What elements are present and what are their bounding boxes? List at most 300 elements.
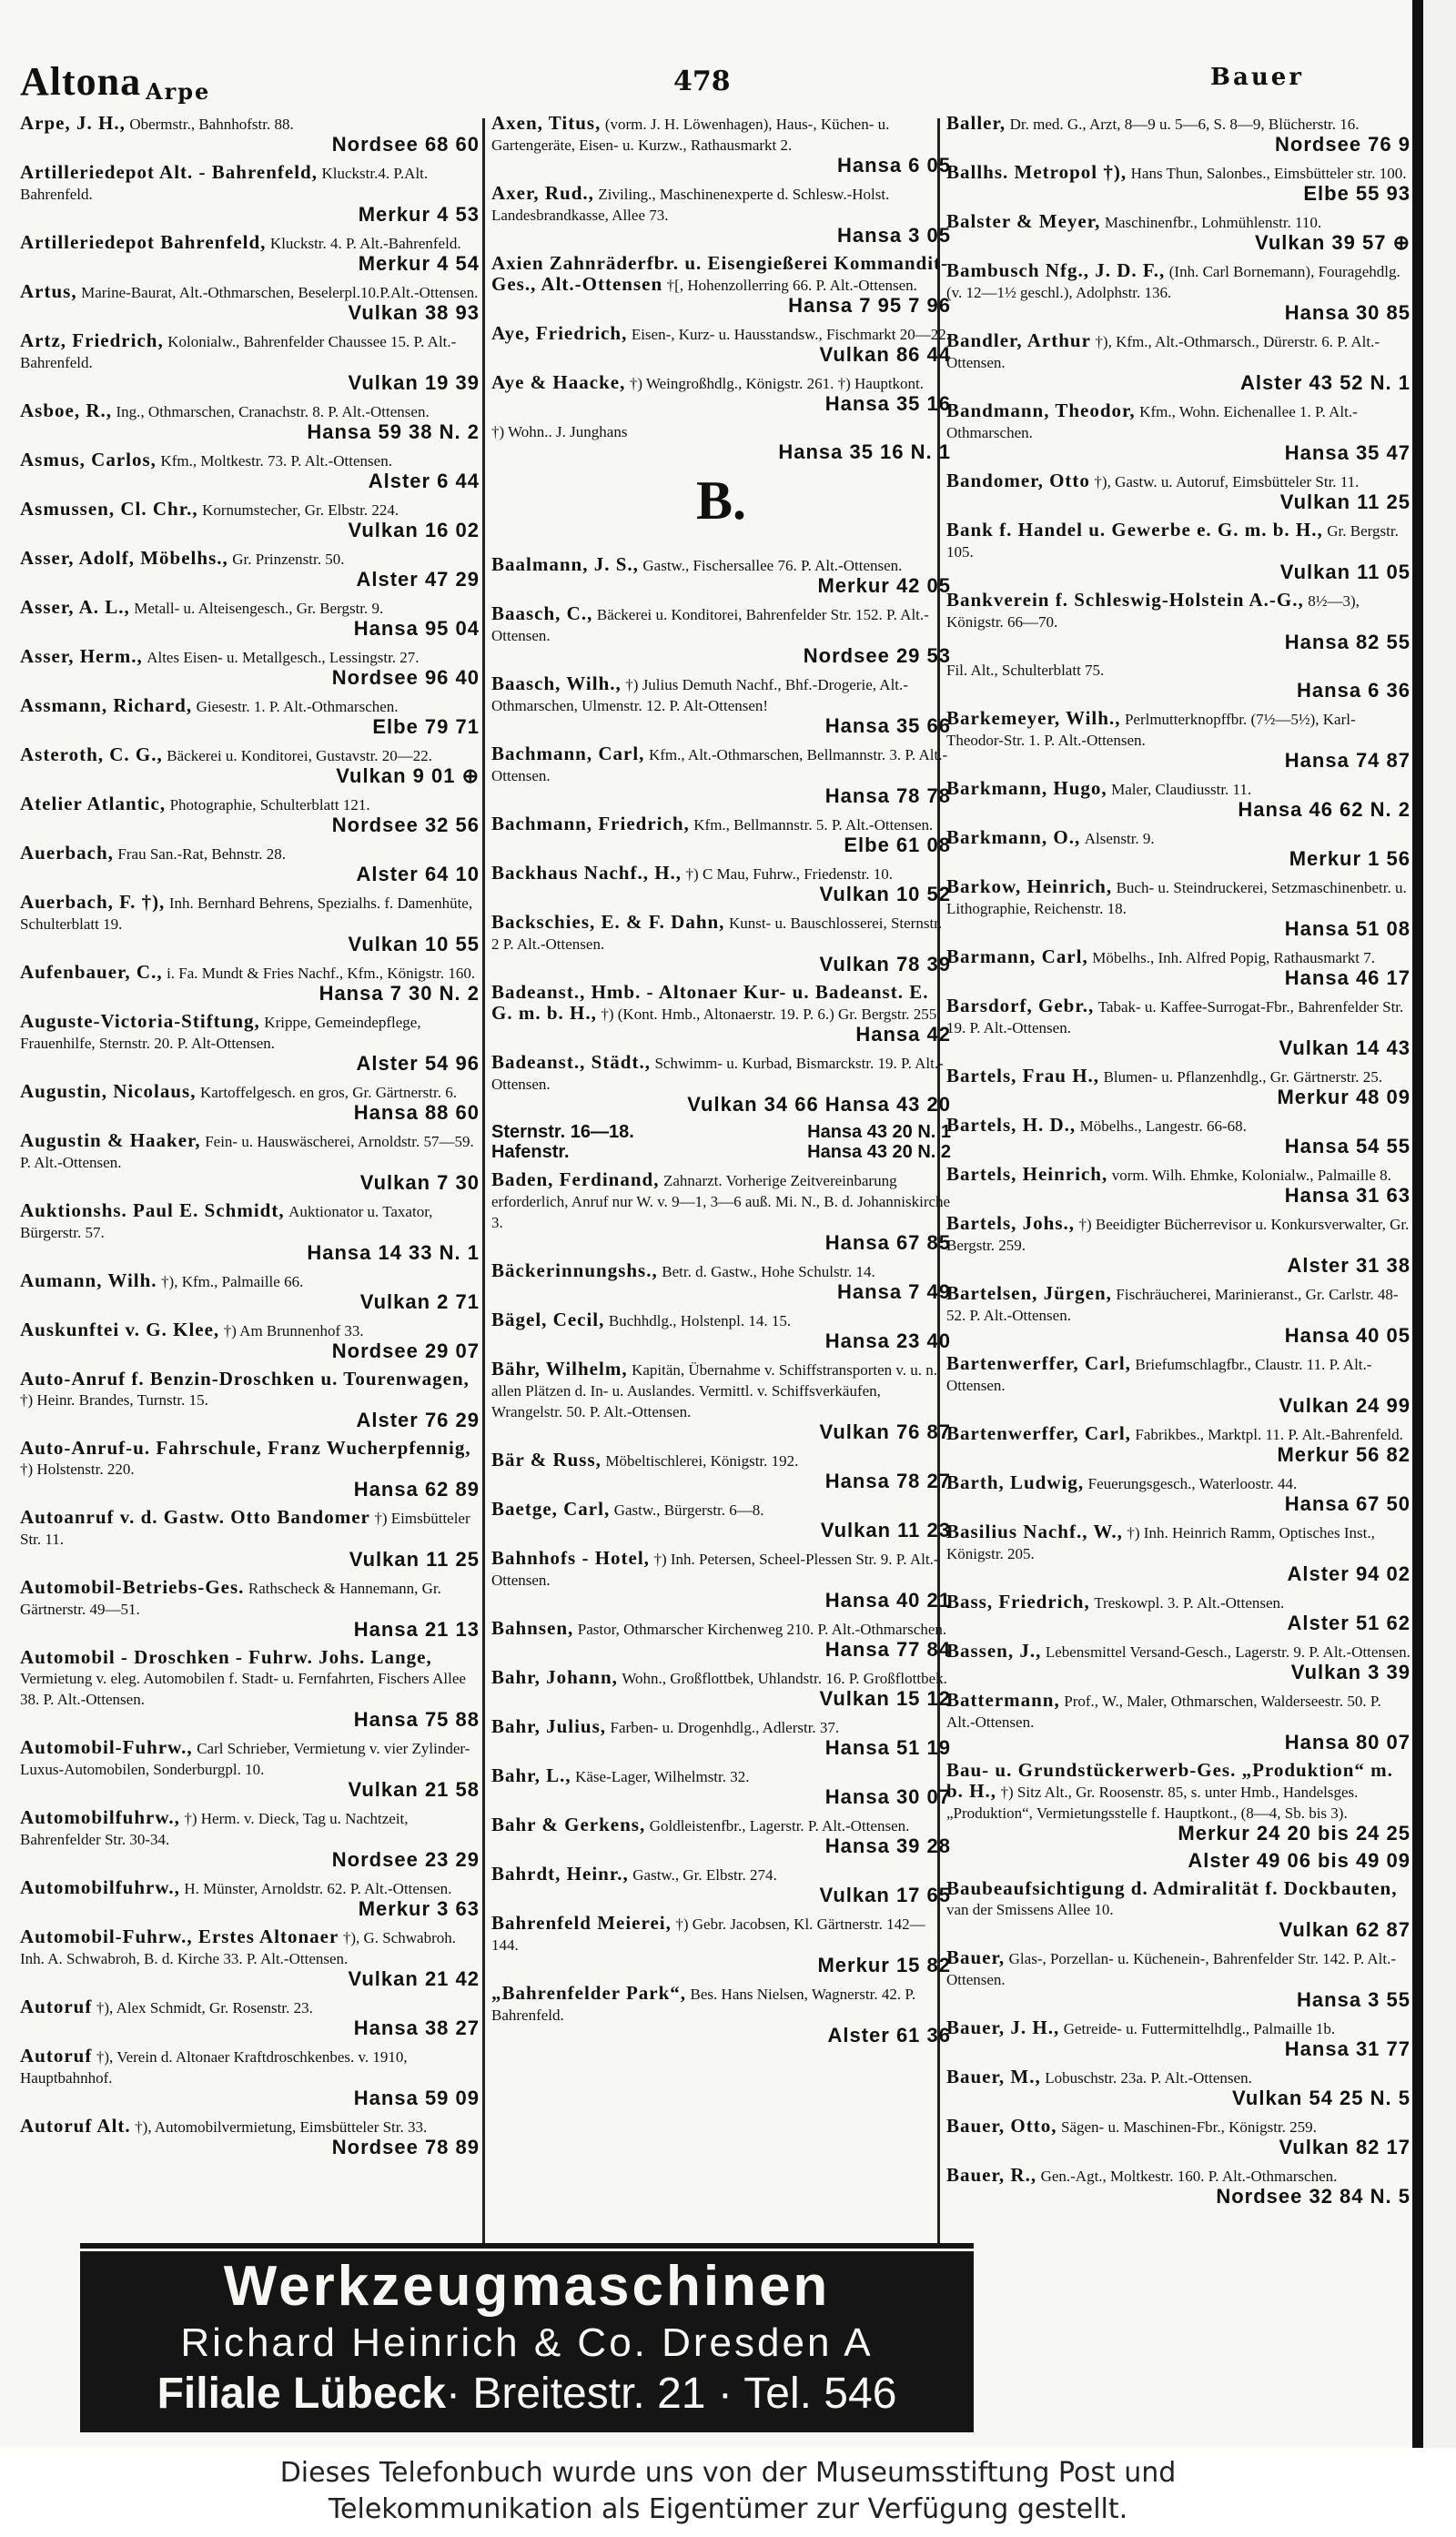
entry-details: Bes. Hans Nielsen, Wagnerstr. 42. P. Bahrenfeld. — [491, 1986, 916, 2024]
entry-extra-line — [491, 1122, 951, 1142]
directory-entry — [946, 1472, 1410, 1514]
entry-name: Bahr, L., — [491, 1764, 571, 1786]
entry-name: Bartelsen, Jürgen, — [946, 1282, 1112, 1304]
entry-details: Gastw., Fischersallee 76. P. Alt.-Ottensen. — [642, 557, 903, 574]
entry-name: Artus, — [20, 280, 77, 302]
directory-entry — [946, 946, 1410, 988]
entry-phone: Hansa 3 55 — [1297, 1988, 1410, 2011]
entry-phone: Hansa 78 78 — [824, 784, 951, 807]
directory-entry — [20, 843, 480, 884]
entry-name: Artilleriedepot Alt. - Bahrenfeld, — [20, 161, 318, 183]
entry-name: Auerbach, — [20, 842, 114, 864]
entry-details: †), Alex Schmidt, Gr. Rosenstr. 23. — [96, 1999, 313, 2016]
entry-details: Giesestr. 1. P. Alt.-Othmarschen. — [196, 698, 399, 715]
entry-name: Aye & Haacke, — [491, 371, 626, 393]
directory-entry — [20, 400, 480, 442]
entry-name: Auto-Anruf-u. Fahrschule, Franz Wucherpfennig, — [20, 1437, 471, 1459]
entry-phone: Vulkan 54 25 N. 5 — [1232, 2087, 1410, 2109]
directory-entry — [491, 1169, 951, 1253]
entry-extra-label: Sternstr. 16—18. — [491, 1122, 634, 1142]
entry-phone: Hansa 6 36 — [1297, 679, 1410, 702]
directory-entry — [946, 827, 1410, 869]
entry-name: Asser, Adolf, Möbelhs., — [20, 547, 228, 569]
entry-phone: Hansa 35 47 — [1284, 441, 1410, 464]
entry-name: Axen, Titus, — [491, 113, 602, 134]
entry-name: Bandler, Arthur — [946, 329, 1091, 351]
entry-details: Kfm., Alt.-Othmarschen, Bellmannstr. 3. P. Alt.-Ottensen. — [491, 746, 948, 784]
entry-name: Badeanst., Städt., — [491, 1051, 651, 1073]
entry-details: †) Julius Demuth Nachf., Bhf.-Drogerie, Alt.-Othmarschen, Ulmenstr. 12. P. Alt-Ottensen! — [491, 676, 908, 714]
entry-phone: Merkur 48 09 — [1277, 1086, 1410, 1108]
entry-details: Kluckstr.4. P.Alt. Bahrenfeld. — [20, 165, 429, 203]
entry-name: Battermann, — [946, 1689, 1060, 1711]
entry-details: †) Inh. Heinrich Ramm, Optisches Inst., Königstr. 205. — [946, 1524, 1375, 1562]
entry-details: Farben- u. Drogenhdlg., Adlerstr. 37. — [610, 1719, 840, 1736]
entry-details: Lebensmittel Versand-Gesch., Lagerstr. 9. P. Alt.-Ottensen. — [1045, 1643, 1410, 1661]
entry-name: Ballhs. Metropol †), — [946, 161, 1127, 183]
directory-column-2 — [491, 113, 951, 2233]
entry-phone: Vulkan 17 65 — [819, 1884, 951, 1906]
directory-entry — [946, 1760, 1410, 1844]
entry-name: Baetge, Carl, — [491, 1498, 611, 1520]
entry-details: †), Automobilvermietung, Eimsbütteler Str. 33. — [135, 2118, 428, 2136]
entry-details: Goldleistenfbr., Lagerstr. P. Alt.-Ottensen. — [649, 1817, 910, 1835]
directory-entry — [20, 2046, 480, 2108]
ad-headline: Werkzeugmaschinen — [223, 2255, 831, 2318]
entry-details: Briefumschlagfbr., Claustr. 11. P. Alt.-Ottensen. — [946, 1356, 1372, 1394]
entry-details: Lobuschstr. 23a. P. Alt.-Ottensen. — [1045, 2069, 1252, 2087]
directory-entry — [491, 1359, 951, 1442]
entry-details: †), Gastw. u. Autoruf, Eimsbütteler Str. 11. — [1094, 473, 1360, 490]
entry-phone: Hansa 46 62 N. 2 — [1238, 798, 1410, 821]
entry-name: Bandmann, Theodor, — [946, 399, 1136, 421]
entry-phone: Hansa 59 09 — [353, 2087, 480, 2109]
entry-phone: Hansa 31 77 — [1284, 2037, 1410, 2060]
entry-phone: Hansa 31 63 — [1284, 1184, 1410, 1207]
entry-phone: Vulkan 34 66 Hansa 43 20 — [687, 1093, 951, 1116]
entry-phone: Alster 31 38 — [1287, 1254, 1410, 1277]
entry-phone: Alster 54 96 — [356, 1052, 480, 1075]
entry-phone: Elbe 55 93 — [1303, 182, 1410, 205]
directory-entry — [946, 400, 1410, 463]
entry-name: Augustin, Nicolaus, — [20, 1080, 197, 1102]
directory-entry — [946, 162, 1410, 204]
directory-entry — [20, 793, 480, 835]
directory-entry — [491, 863, 951, 905]
directory-entry — [20, 162, 480, 225]
directory-entry — [20, 962, 480, 1004]
directory-entry — [20, 1270, 480, 1312]
entry-name: Bauer, M., — [946, 2066, 1041, 2087]
header-last-name: Bauer — [1210, 64, 1304, 91]
entry-details: H. Münster, Arnoldstr. 62. P. Alt.-Ottensen. — [184, 1880, 452, 1897]
directory-entry — [20, 1081, 480, 1123]
entry-details: Kunst- u. Bauschlosserei, Sternstr. 2 P. Alt.-Ottensen. — [491, 915, 943, 953]
entry-phone: Hansa 21 13 — [353, 1618, 480, 1641]
entry-name: Automobil-Fuhrw., Erstes Altonaer — [20, 1925, 339, 1947]
entry-details: Dr. med. G., Arzt, 8—9 u. 5—6, S. 8—9, Blücherstr. 16. — [1009, 116, 1360, 133]
directory-entry — [946, 1878, 1410, 1940]
entry-details: †), Verein d. Altonaer Kraftdroschkenbes. v. 1910, Hauptbahnhof. — [20, 2048, 408, 2087]
entry-name: Assmann, Richard, — [20, 694, 193, 716]
directory-entry — [491, 1309, 951, 1351]
entry-name: Bahnsen, — [491, 1617, 574, 1639]
entry-name: Balster & Meyer, — [946, 210, 1101, 232]
entry-name: Bartels, H. D., — [946, 1114, 1077, 1136]
entry-phone: Hansa 62 89 — [353, 1478, 480, 1501]
entry-details: †) Wohn.. J. Junghans — [491, 423, 628, 440]
entry-details: Frau San.-Rat, Behnstr. 28. — [117, 845, 287, 863]
directory-entry — [946, 1283, 1410, 1346]
directory-entry — [491, 1913, 951, 1976]
entry-details: Blumen- u. Pflanzenhdlg., Gr. Gärtnerstr. 25. — [1103, 1068, 1382, 1086]
entry-name: Autoruf — [20, 2045, 93, 2067]
entry-details: Zahnarzt. Vorherige Zeitvereinbarung erforderlich, Anruf nur W. v. 9—1, 3—6 auß. Mi. N., B. d. Johanniskirche 3. — [491, 1172, 951, 1231]
entry-phone: Nordsee 96 40 — [331, 666, 480, 689]
directory-entry — [491, 113, 951, 176]
entry-details: †) C Mau, Fuhrw., Friedenstr. 10. — [685, 865, 893, 883]
entry-details: (Inh. Carl Bornemann), Fouragehdlg. (v. 12—1½ geschl.), Adolphstr. 136. — [946, 263, 1400, 301]
entry-details: Altes Eisen- u. Metallgesch., Lessingstr. 27. — [147, 649, 420, 666]
entry-phone: Vulkan 11 05 — [1279, 561, 1410, 583]
column-divider — [482, 118, 485, 2257]
entry-details: Hans Thun, Salonbes., Eimsbütteler str. 100. — [1130, 165, 1407, 182]
entry-details: Kfm., Bellmannstr. 5. P. Alt.-Ottensen. — [693, 816, 934, 834]
entry-details: Pastor, Othmarscher Kirchenweg 210. P. Alt.-Othmarschen. — [577, 1621, 947, 1638]
entry-details: Möbelhs., Inh. Alfred Popig, Rathausmarkt 7. — [1092, 949, 1375, 966]
entry-name: Bankverein f. Schleswig-Holstein A.-G., — [946, 589, 1304, 611]
directory-entry — [946, 778, 1410, 820]
entry-name: Bägel, Cecil, — [491, 1309, 605, 1330]
directory-entry — [946, 2116, 1410, 2158]
entry-name: Bahr & Gerkens, — [491, 1814, 646, 1835]
entry-details: †) Eimsbütteler Str. 11. — [20, 1510, 470, 1548]
directory-entry — [946, 260, 1410, 323]
entry-name: Aufenbauer, C., — [20, 961, 163, 983]
entry-phone: Vulkan 10 55 — [348, 933, 480, 955]
entry-name: Bäckerinnungshs., — [491, 1259, 658, 1281]
entry-phone: Hansa 30 07 — [824, 1785, 951, 1808]
entry-name: Axien Zahnräderfbr. u. Eisengießerei Kommandit-Ges., Alt.-Ottensen — [491, 252, 949, 295]
directory-entry — [491, 253, 951, 316]
directory-entry — [20, 1737, 480, 1800]
entry-details: Kartoffelgesch. en gros, Gr. Gärtnerstr. 6. — [199, 1084, 457, 1101]
entry-details: Eisen-, Kurz- u. Hausstandsw., Fischmarkt 20—22. — [631, 326, 951, 343]
entry-phone: Vulkan 62 87 — [1279, 1918, 1410, 1941]
entry-phone: Vulkan 21 58 — [348, 1778, 480, 1801]
directory-column-3 — [946, 113, 1410, 2233]
entry-name: Bahrenfeld Meierei, — [491, 1912, 672, 1934]
entry-phone: Vulkan 76 87 — [819, 1420, 951, 1443]
entry-phone: Hansa 7 49 — [837, 1280, 951, 1303]
entry-name: Bassen, J., — [946, 1640, 1042, 1662]
archive-notice — [0, 2448, 1456, 2537]
entry-phone: Hansa 59 38 N. 2 — [307, 420, 480, 443]
entry-name: Bambusch Nfg., J. D. F., — [946, 259, 1166, 281]
entry-phone: Merkur 42 05 — [817, 574, 951, 597]
entry-name: Barmann, Carl, — [946, 945, 1088, 967]
entry-phone: Nordsee 76 9 — [1275, 133, 1410, 156]
entry-details: Fischräucherei, Marinieranst., Gr. Carlstr. 48-52. P. Alt.-Ottensen. — [946, 1286, 1399, 1324]
entry-name: Barkmann, O., — [946, 826, 1081, 848]
entry-phone: Vulkan 3 39 — [1290, 1661, 1410, 1683]
entry-phone: Hansa 35 16 N. 1 — [778, 440, 951, 463]
entry-phone: Vulkan 7 30 — [359, 1171, 480, 1194]
entry-phone: Vulkan 19 39 — [348, 371, 480, 394]
entry-details: †) Beeidigter Bücherrevisor u. Konkursverwalter, Gr. Bergstr. 259. — [946, 1216, 1410, 1254]
entry-name: Bauer, Otto, — [946, 2115, 1057, 2137]
entry-name: Auto-Anruf f. Benzin-Droschken u. Tourenwagen, — [20, 1368, 470, 1390]
directory-entry — [491, 1260, 951, 1302]
entry-details: Kluckstr. 4. P. Alt.-Bahrenfeld. — [269, 235, 461, 252]
section-letter: B. — [695, 470, 747, 531]
entry-details: Metall- u. Alteisengesch., Gr. Bergstr. 9. — [134, 600, 384, 617]
directory-entry — [946, 590, 1410, 652]
entry-name: Basilius Nachf., W., — [946, 1521, 1123, 1542]
directory-entry — [20, 1369, 480, 1430]
entry-phone: Hansa 80 07 — [1284, 1731, 1410, 1754]
entry-name: Automobilfuhrw., — [20, 1806, 180, 1828]
directory-entry — [20, 232, 480, 274]
directory-entry — [491, 912, 951, 975]
directory-entry — [20, 2116, 480, 2158]
header-location: Altona — [20, 59, 142, 104]
entry-name: Bahnhofs - Hotel, — [491, 1547, 650, 1569]
entry-details: †) Holstenstr. 220. — [20, 1461, 135, 1478]
entry-phone: Hansa 7 95 7 96 — [788, 294, 951, 317]
directory-entry — [20, 1807, 480, 1870]
directory-entry — [20, 1130, 480, 1193]
entry-phone: Hansa 51 19 — [824, 1736, 951, 1759]
entry-phone: Nordsee 23 29 — [331, 1848, 480, 1871]
entry-phone: Hansa 40 21 — [824, 1589, 951, 1612]
entry-details: Sägen- u. Maschinen-Fbr., Königstr. 259. — [1060, 2118, 1317, 2136]
entry-name: Barkmann, Hugo, — [946, 777, 1107, 799]
entry-name: Bär & Russ, — [491, 1449, 602, 1471]
entry-details: Fabrikbes., Marktpl. 11. P. Alt.-Bahrenfeld. — [1135, 1426, 1403, 1443]
entry-details: †) Inh. Petersen, Scheel-Plessen Str. 9. P. Alt.-Ottensen. — [491, 1551, 939, 1589]
entry-name: Bauer, J. H., — [946, 2016, 1060, 2038]
directory-entry — [946, 1066, 1410, 1107]
entry-phone: Merkur 4 54 — [358, 252, 480, 275]
entry-details: Maler, Claudiusstr. 11. — [1111, 781, 1252, 798]
entry-phone: Vulkan 86 44 — [819, 343, 951, 366]
directory-entry — [20, 548, 480, 590]
directory-entry — [491, 814, 951, 855]
directory-entry — [946, 1592, 1410, 1633]
entry-details: Buch- u. Steindruckerei, Setzmaschinenbetr. u. Lithographie, Reichenstr. 18. — [946, 879, 1407, 917]
directory-entry — [946, 2067, 1410, 2108]
entry-phone: Vulkan 14 43 — [1279, 1036, 1410, 1059]
directory-entry — [20, 695, 480, 737]
entry-name: Artz, Friedrich, — [20, 329, 164, 351]
entry-name: Asteroth, C. G., — [20, 743, 163, 765]
directory-entry — [946, 1423, 1410, 1465]
entry-name: Asboe, R., — [20, 399, 113, 421]
entry-name: Augustin & Haaker, — [20, 1129, 201, 1151]
directory-entry — [491, 323, 951, 365]
entry-phone: Hansa 67 50 — [1284, 1492, 1410, 1515]
entry-phone: Merkur 24 20 bis 24 25 — [1178, 1822, 1410, 1845]
entry-details: †) (Kont. Hmb., Altonaerstr. 19. P. 6.) Gr. Bergstr. 255. — [601, 1006, 941, 1023]
entry-details: †) Am Brunnenhof 33. — [223, 1322, 364, 1339]
entry-name: Automobil-Betriebs-Ges. — [20, 1576, 245, 1598]
entry-details: Treskowpl. 3. P. Alt.-Ottensen. — [1094, 1594, 1285, 1612]
entry-details: Bäckerei u. Konditorei, Gustavstr. 20—22. — [167, 747, 433, 764]
directory-entry — [491, 372, 951, 414]
entry-details: Marine-Baurat, Alt.-Othmarschen, Beselerpl.10.P.Alt.-Ottensen. — [81, 284, 479, 301]
entry-name: Aumann, Wilh. — [20, 1269, 157, 1291]
directory-entry — [491, 421, 951, 462]
directory-entry — [20, 1319, 480, 1361]
entry-phone: Hansa 78 27 — [824, 1470, 951, 1492]
entry-phone: Hansa 42 — [855, 1023, 951, 1046]
entry-name: Automobilfuhrw., — [20, 1876, 180, 1898]
directory-column-1 — [20, 113, 480, 2233]
directory-entry — [946, 211, 1410, 253]
entry-phone: Vulkan 21 42 — [348, 1967, 480, 1990]
entry-name: Bandomer, Otto — [946, 470, 1090, 491]
directory-entry — [946, 2017, 1410, 2059]
entry-details: Möbelhs., Langestr. 66-68. — [1079, 1117, 1247, 1135]
entry-details: van der Smissens Allee 10. — [946, 1901, 1114, 1918]
directory-entry — [20, 744, 480, 786]
directory-entry — [946, 1164, 1410, 1206]
entry-name: Autoruf — [20, 1996, 93, 2017]
entry-details: Fein- u. Hauswäscherei, Arnoldstr. 57—59. P. Alt.-Ottensen. — [20, 1133, 474, 1171]
entry-details: †) Weingroßhdlg., Königstr. 261. †) Hauptkont. — [629, 375, 925, 392]
entry-details: Buchhdlg., Holstenpl. 14. 15. — [608, 1312, 792, 1329]
entry-details: Betr. d. Gastw., Hohe Schulstr. 14. — [662, 1263, 875, 1280]
entry-name: Bähr, Wilhelm, — [491, 1358, 628, 1380]
directory-entry — [20, 1926, 480, 1989]
entry-phone: Nordsee 29 53 — [803, 644, 951, 667]
directory-entry — [491, 982, 951, 1045]
entry-details: Glas-, Porzellan- u. Küchenein-, Bahrenfelder Str. 142. P. Alt.-Ottensen. — [946, 1950, 1397, 1988]
directory-entry — [20, 1507, 480, 1570]
entry-phone: Alster 43 52 N. 1 — [1240, 371, 1410, 394]
entry-details: †), Kfm., Palmaille 66. — [161, 1273, 304, 1290]
entry-details: Gastw., Bürgerstr. 6—8. — [613, 1501, 764, 1519]
next-page-edge — [1412, 0, 1456, 2448]
entry-phone: Hansa 77 84 — [824, 1638, 951, 1661]
entry-phone: Vulkan 82 17 — [1279, 2136, 1410, 2158]
page-number: 478 — [673, 66, 731, 97]
entry-phone: Hansa 95 04 — [353, 617, 480, 640]
entry-name: Auerbach, F. †), — [20, 891, 166, 913]
entry-phone: Hansa 67 85 — [824, 1231, 951, 1254]
entry-extra-phone: Hansa 43 20 N. 1 — [807, 1122, 951, 1142]
entry-name: Bau- u. Grundstückerwerb-Ges. „Produktion“ m. b. H., — [946, 1759, 1393, 1802]
entry-phone: Vulkan 11 25 — [349, 1548, 480, 1571]
directory-entry — [20, 1200, 480, 1263]
entry-phone: Nordsee 68 60 — [331, 133, 480, 156]
entry-name: Bachmann, Carl, — [491, 743, 645, 764]
archive-notice-line-2: Telekommunikation als Eigentümer zur Verfügung gestellt. — [328, 2493, 1128, 2525]
entry-details: Ziviling., Maschinenexperte d. Schlesw.-Holst. Landesbrandkasse, Allee 73. — [491, 186, 890, 224]
directory-entry — [946, 2165, 1410, 2207]
directory-entry — [946, 1690, 1410, 1753]
directory-entry — [20, 597, 480, 639]
entry-phone: Hansa 88 60 — [353, 1101, 480, 1124]
entry-name: Autoanruf v. d. Gastw. Otto Bandomer — [20, 1506, 370, 1528]
entry-name: Bartels, Johs., — [946, 1212, 1075, 1234]
directory-entry — [491, 183, 951, 246]
directory-entry — [491, 1450, 951, 1491]
ad-company: Richard Heinrich & Co. Dresden A — [180, 2320, 874, 2365]
entry-phone: Vulkan 78 39 — [819, 953, 951, 975]
entry-phone: Hansa 35 16 — [824, 392, 951, 415]
entry-phone: Vulkan 24 99 — [1279, 1394, 1410, 1417]
directory-entry — [946, 1641, 1410, 1683]
entry-phone: Hansa 30 85 — [1284, 301, 1410, 324]
entry-name: Bauer, — [946, 1946, 1006, 1968]
entry-extra-phone: Hansa 43 20 N. 2 — [807, 1142, 951, 1162]
entry-details: Gen.-Agt., Moltkestr. 160. P. Alt.-Othmarschen. — [1040, 2168, 1338, 2185]
entry-phone: Hansa 46 17 — [1284, 966, 1410, 989]
entry-phone: Alster 76 29 — [356, 1409, 480, 1431]
entry-name: Baden, Ferdinand, — [491, 1168, 660, 1190]
directory-entry — [491, 673, 951, 736]
entry-details: 8½—3), Königstr. 66—70. — [946, 592, 1360, 631]
directory-entry — [491, 1122, 951, 1162]
entry-phone: Hansa 74 87 — [1284, 749, 1410, 772]
directory-entry — [491, 603, 951, 666]
entry-phone: Alster 61 36 — [827, 2024, 951, 2047]
entry-details: Kolonialw., Bahrenfelder Chaussee 15. P. Alt.-Bahrenfeld. — [20, 333, 457, 371]
entry-details: †) Herm. v. Dieck, Tag u. Nachtzeit, Bahrenfelder Str. 30-34. — [20, 1810, 409, 1848]
entry-details: i. Fa. Mundt & Fries Nachf., Kfm., Königstr. 160. — [167, 965, 476, 982]
directory-entry — [946, 113, 1410, 155]
directory-entry — [946, 1213, 1410, 1276]
entry-name: Barkow, Heinrich, — [946, 875, 1113, 897]
directory-entry — [946, 708, 1410, 771]
entry-name: Baller, — [946, 113, 1006, 134]
entry-phone: Hansa 40 05 — [1284, 1324, 1410, 1347]
entry-details: Prof., W., Maler, Othmarschen, Walderseestr. 50. P. Alt.-Ottensen. — [946, 1693, 1381, 1731]
entry-name: Autoruf Alt. — [20, 2115, 131, 2137]
entry-details: Kornumstecher, Gr. Elbstr. 224. — [202, 501, 399, 519]
entry-name: Barkemeyer, Wilh., — [946, 707, 1121, 729]
entry-details: Gr. Prinzenstr. 50. — [232, 551, 345, 568]
entry-name: Bank f. Handel u. Gewerbe e. G. m. b. H., — [946, 519, 1323, 541]
entry-details: †), Kfm., Alt.-Othmarsch., Dürerstr. 6. P. Alt.-Ottensen. — [946, 333, 1380, 371]
entry-name: Bass, Friedrich, — [946, 1591, 1090, 1612]
entry-name: Bahr, Julius, — [491, 1715, 607, 1737]
entry-phone: Vulkan 11 25 — [1279, 490, 1410, 513]
directory-entry — [20, 1877, 480, 1919]
directory-entry — [20, 1577, 480, 1640]
entry-phone: Vulkan 39 57 ⊕ — [1254, 231, 1410, 254]
entry-phone: Elbe 61 08 — [844, 834, 951, 856]
entry-extra-line — [491, 1142, 951, 1162]
entry-details: †) Heinr. Brandes, Turnstr. 15. — [20, 1391, 208, 1409]
entry-name: Bahr, Johann, — [491, 1666, 618, 1688]
entry-name: Bahrdt, Heinr., — [491, 1863, 629, 1885]
entry-details: Alsenstr. 9. — [1084, 830, 1155, 847]
entry-phone: Hansa 3 05 — [837, 224, 951, 247]
advertisement-banner — [80, 2243, 974, 2432]
directory-entry — [491, 1716, 951, 1758]
entry-phone: Hansa 39 28 — [824, 1835, 951, 1857]
entry-phone: Hansa 35 66 — [824, 714, 951, 737]
ad-rule — [80, 2249, 974, 2251]
entry-phone: Vulkan 15 12 — [819, 1687, 951, 1710]
entry-details: Kfm., Wohn. Eichenallee 1. P. Alt.-Othmarschen. — [946, 403, 1358, 441]
entry-phone: Merkur 3 63 — [358, 1897, 480, 1920]
entry-details: Schwimm- u. Kurbad, Bismarckstr. 19. P. Alt.-Ottensen. — [491, 1055, 944, 1093]
directory-entry — [946, 330, 1410, 393]
